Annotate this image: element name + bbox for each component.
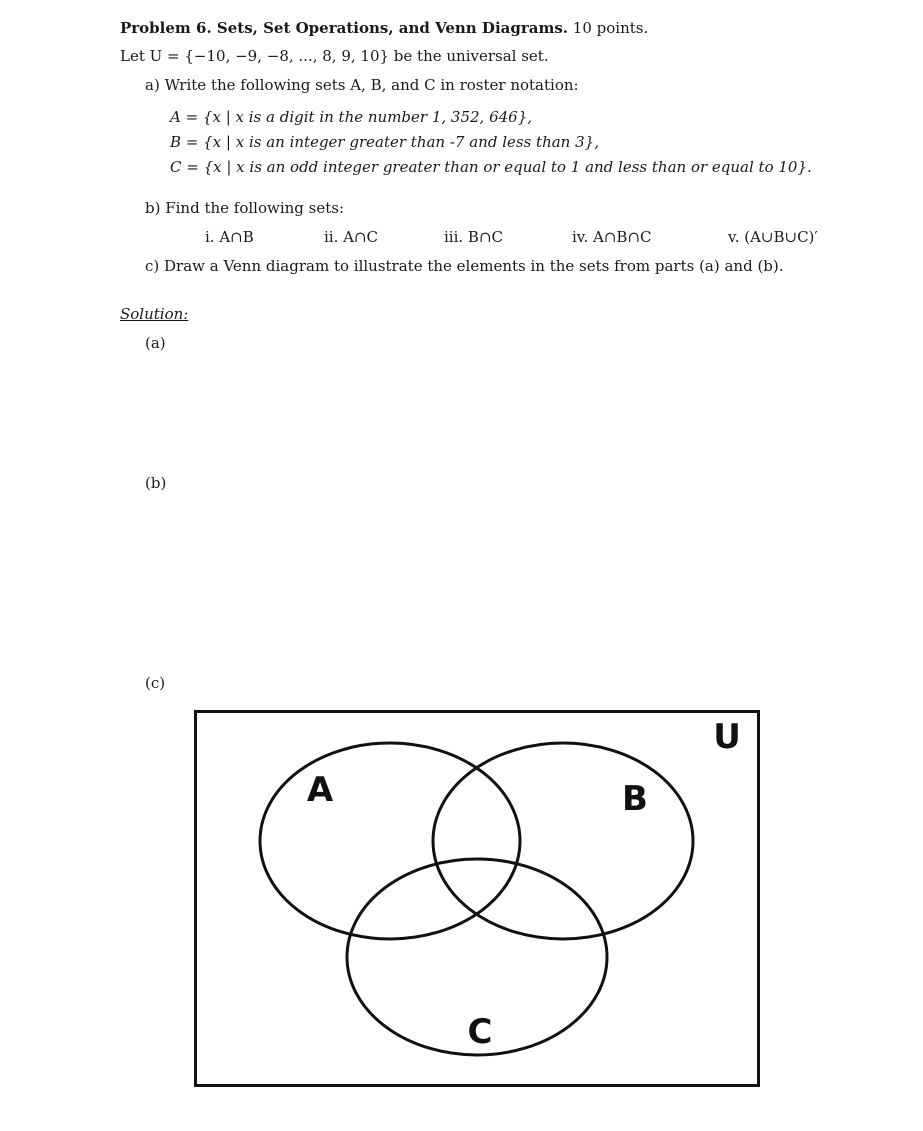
part-b-item-iv: iv. A∩B∩C <box>572 228 652 246</box>
part-b-item-v: v. (A∪B∪C)′ <box>728 228 818 246</box>
universal-set-line: Let U = {−10, −9, −8, ..., 8, 9, 10} be the universal set. <box>120 47 549 65</box>
part-b-prompt: b) Find the following sets: <box>145 199 345 217</box>
solution-part-a-label: (a) <box>145 334 166 352</box>
part-b-item-iii: iii. B∩C <box>444 228 503 246</box>
solution-label: Solution: <box>120 305 189 323</box>
set-b-circle <box>433 743 693 939</box>
set-b-label: B <box>622 779 648 819</box>
solution-part-b-label: (b) <box>145 474 167 492</box>
solution-part-c-label: (c) <box>145 674 166 692</box>
set-a-circle <box>260 743 520 939</box>
set-c-label: C <box>467 1012 493 1052</box>
part-c-prompt: c) Draw a Venn diagram to illustrate the elements in the sets from parts (a) and (b). <box>145 257 784 275</box>
problem-heading: Problem 6. Sets, Set Operations, and Venn Diagrams. <box>120 19 569 37</box>
set-b-definition: B = {x | x is an integer greater than -7 and less than 3}, <box>170 133 599 151</box>
set-a-definition: A = {x | x is a digit in the number 1, 352, 646}, <box>170 108 533 126</box>
part-a-prompt: a) Write the following sets A, B, and C in roster notation: <box>145 76 579 94</box>
set-c-definition: C = {x | x is an odd integer greater than or equal to 1 and less than or equal to 10}. <box>170 158 812 176</box>
universe-label: U <box>713 717 741 757</box>
set-a-label: A <box>306 770 334 810</box>
part-b-item-i: i. A∩B <box>205 228 254 246</box>
problem-points: 10 points. <box>572 19 649 37</box>
part-b-item-ii: ii. A∩C <box>324 228 379 246</box>
